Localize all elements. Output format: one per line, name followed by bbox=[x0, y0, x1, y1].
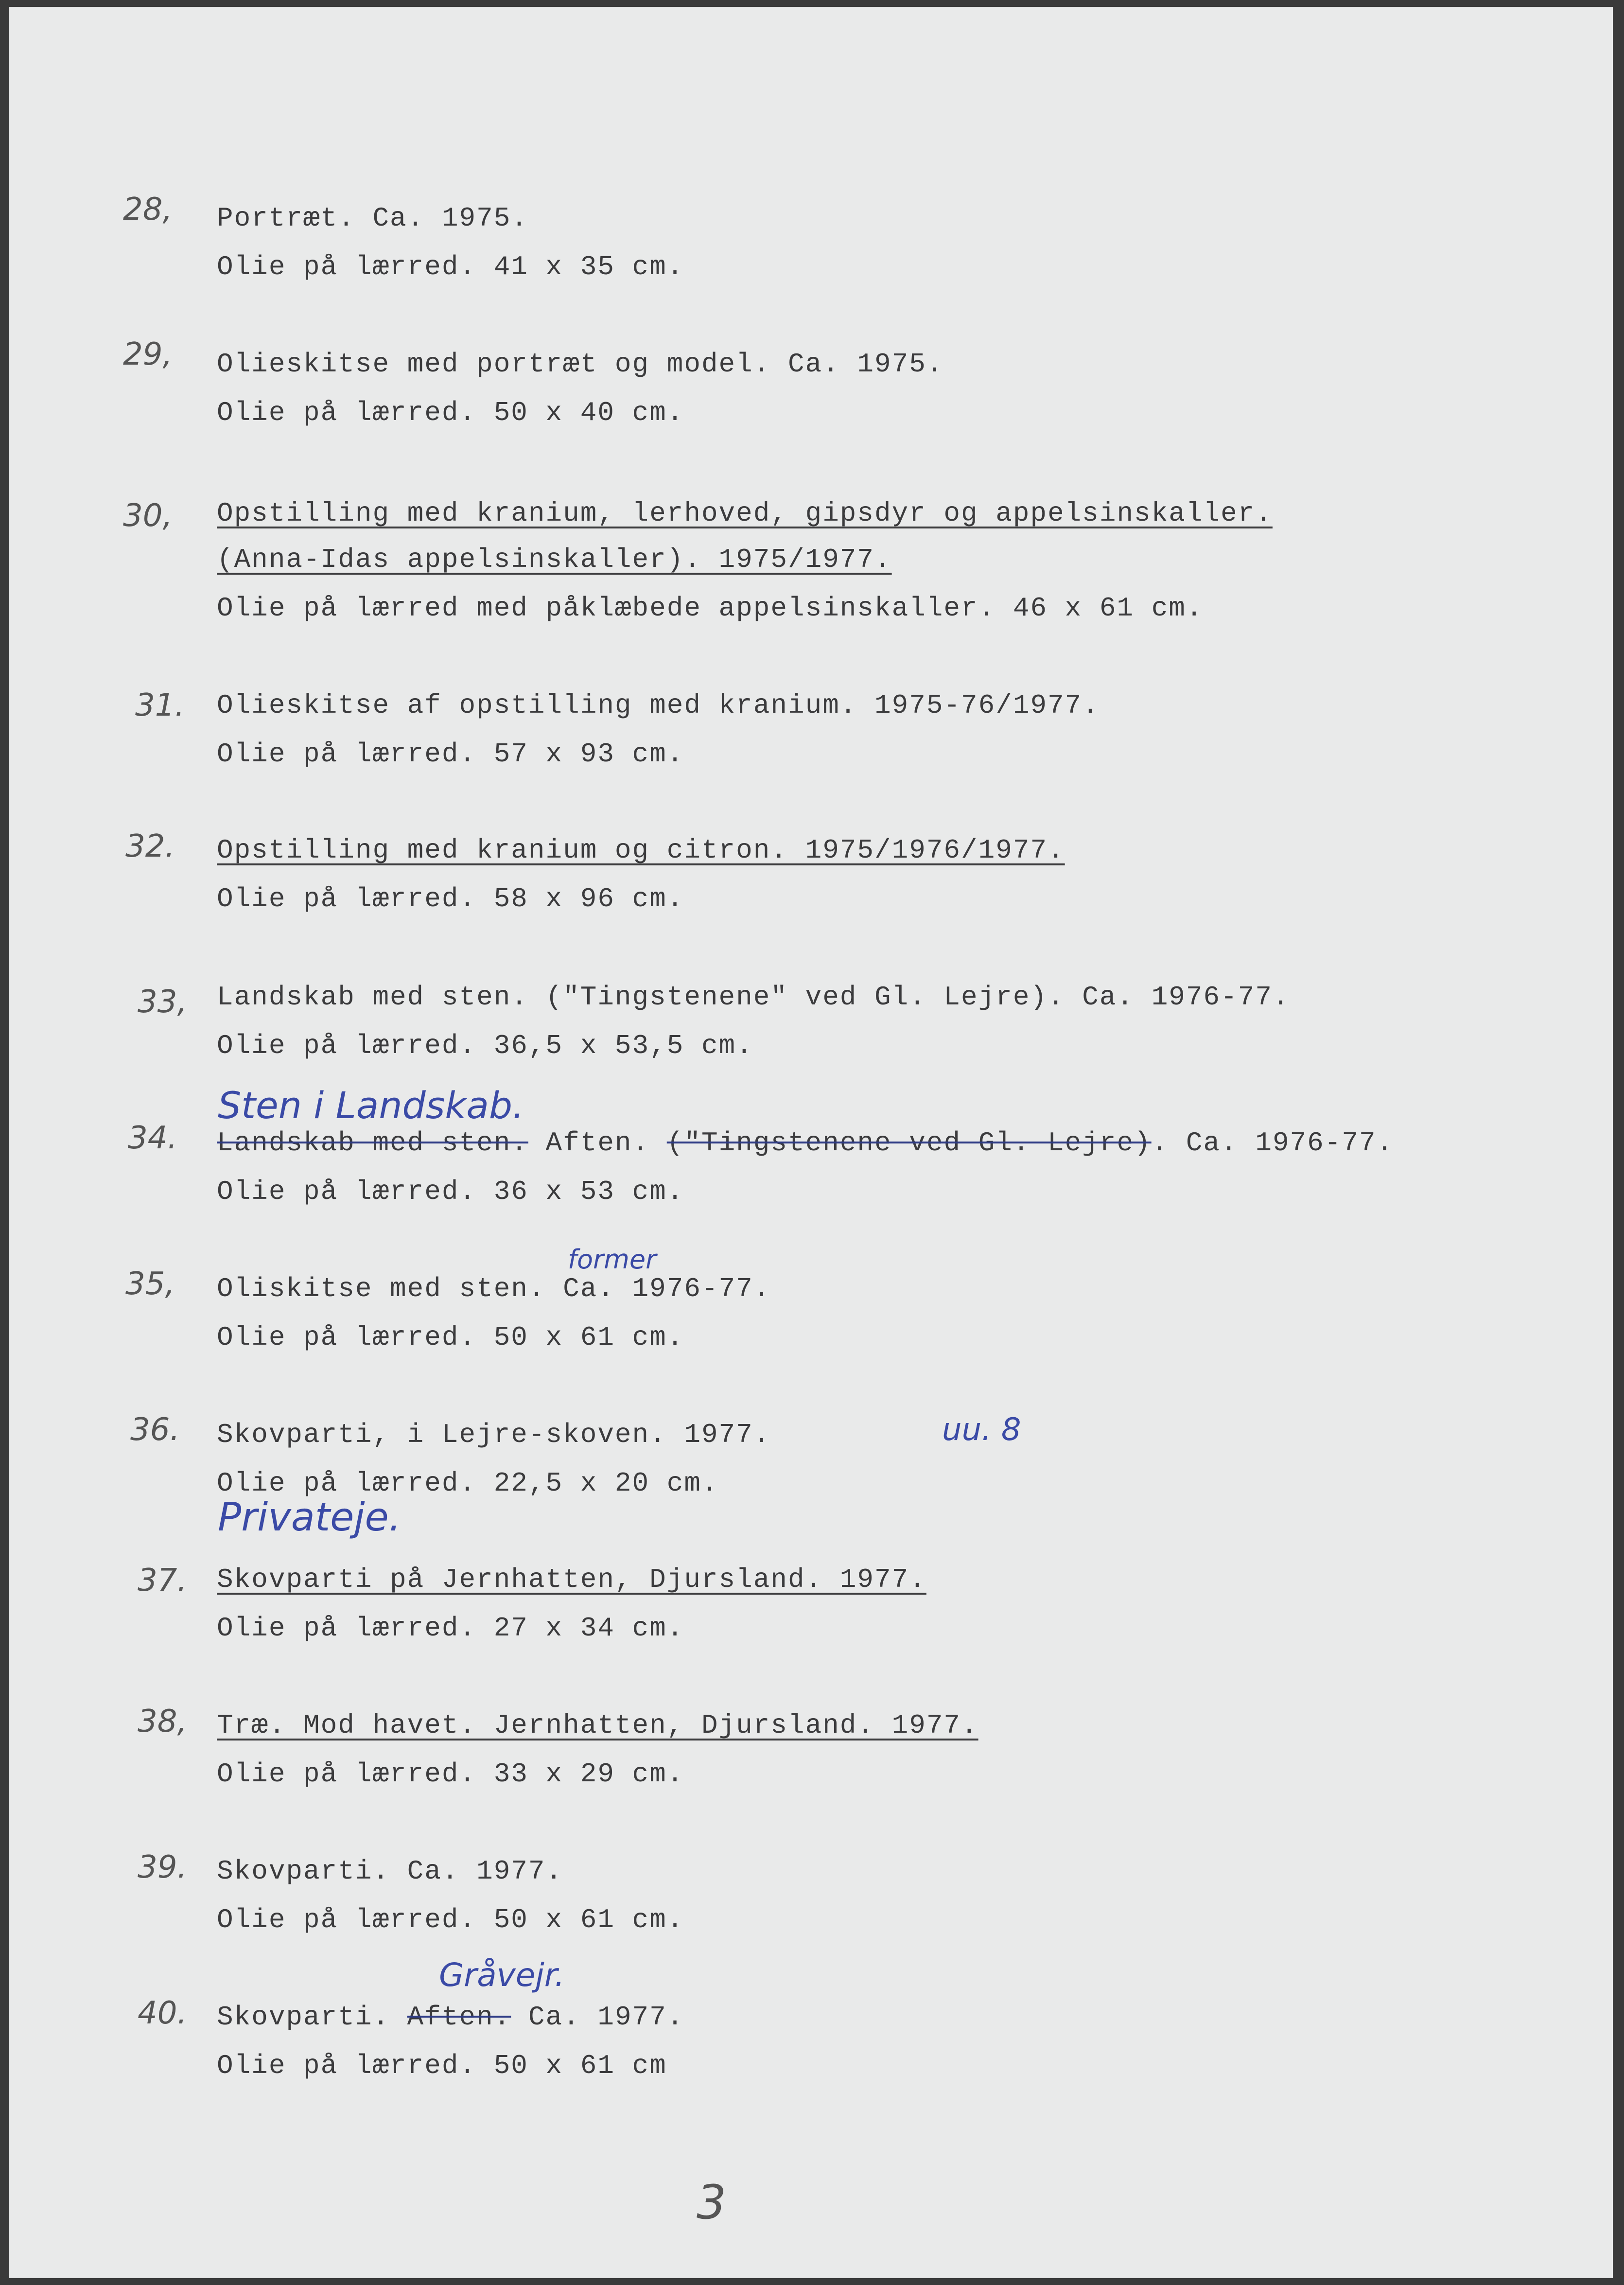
document-page bbox=[9, 7, 1613, 2278]
entry-medium: Olie på lærred. 36 x 53 cm. bbox=[217, 1176, 684, 1207]
entry-number: 38, bbox=[138, 1704, 187, 1740]
entry-medium: Olie på lærred. 57 x 93 cm. bbox=[217, 738, 684, 770]
title-text: . Ca. 1976-77. bbox=[1151, 1127, 1394, 1159]
entry-title bbox=[217, 2002, 684, 2033]
entry-medium: Olie på lærred. 50 x 61 cm. bbox=[217, 1322, 684, 1353]
entry-medium: Olie på lærred. 58 x 96 cm. bbox=[217, 883, 684, 914]
handwritten-annotation: Gråvejr. bbox=[439, 1956, 565, 1994]
entry-medium: Olie på lærred. 33 x 29 cm. bbox=[217, 1758, 684, 1790]
entry-medium: Olie på lærred med påklæbede appelsinskaller. 46 x 61 cm. bbox=[217, 593, 1204, 624]
entry-title: Portræt. Ca. 1975. bbox=[217, 203, 528, 234]
entry-number: 34. bbox=[128, 1120, 177, 1156]
entry-title: Opstilling med kranium, lerhoved, gipsdyr og appelsinskaller. bbox=[217, 498, 1273, 529]
title-text: Skovparti. bbox=[217, 2002, 407, 2033]
entry-title bbox=[217, 1127, 1394, 1159]
entry-number: 33, bbox=[138, 984, 187, 1020]
entry-title: Landskab med sten. ("Tingstenene" ved Gl. Lejre). Ca. 1976-77. bbox=[217, 982, 1290, 1013]
handwritten-annotation: Sten i Landskab. bbox=[218, 1084, 524, 1127]
handwritten-annotation: former bbox=[568, 1244, 657, 1275]
entry-medium: Olie på lærred. 50 x 61 cm. bbox=[217, 1904, 684, 1935]
page-number: 3 bbox=[697, 2175, 727, 2230]
entry-medium: Olie på lærred. 50 x 40 cm. bbox=[217, 397, 684, 428]
entry-title: Skovparti på Jernhatten, Djursland. 1977. bbox=[217, 1564, 926, 1595]
entry-title-line2: (Anna-Idas appelsinskaller). 1975/1977. bbox=[217, 544, 892, 575]
struck-text: Landskab med sten. bbox=[217, 1127, 528, 1159]
entry-title: Olieskitse af opstilling med kranium. 1975-76/1977. bbox=[217, 690, 1100, 721]
entry-title: Træ. Mod havet. Jernhatten, Djursland. 1977. bbox=[217, 1710, 978, 1741]
entry-number: 37. bbox=[138, 1563, 187, 1599]
entry-number: 35, bbox=[125, 1266, 175, 1302]
entry-number: 30, bbox=[123, 498, 173, 534]
entry-medium: Olie på lærred. 36,5 x 53,5 cm. bbox=[217, 1030, 753, 1061]
struck-text: ("Tingstenene ved Gl. Lejre) bbox=[666, 1127, 1152, 1159]
title-text: Ca. 1977. bbox=[511, 2002, 684, 2033]
entry-number: 32. bbox=[125, 828, 175, 864]
entry-number: 31. bbox=[135, 687, 185, 723]
entry-number: 28, bbox=[123, 192, 173, 228]
handwritten-annotation: uu. 8 bbox=[942, 1412, 1021, 1448]
entry-medium: Olie på lærred. 41 x 35 cm. bbox=[217, 251, 684, 282]
entry-number: 40. bbox=[138, 1995, 187, 2031]
entry-title: Olieskitse med portræt og model. Ca. 1975. bbox=[217, 349, 944, 380]
entry-medium: Olie på lærred. 27 x 34 cm. bbox=[217, 1613, 684, 1644]
entry-number: 29, bbox=[123, 336, 173, 372]
entry-medium: Olie på lærred. 50 x 61 cm bbox=[217, 2050, 667, 2081]
handwritten-annotation: Privateje. bbox=[218, 1494, 402, 1540]
entry-title: Skovparti. Ca. 1977. bbox=[217, 1856, 563, 1887]
entry-number: 36. bbox=[130, 1412, 180, 1448]
entry-title: Opstilling med kranium og citron. 1975/1976/1977. bbox=[217, 835, 1065, 866]
struck-text: Aften. bbox=[407, 2002, 511, 2033]
entry-title: Skovparti, i Lejre-skoven. 1977. bbox=[217, 1419, 771, 1450]
title-text: Aften. bbox=[528, 1127, 667, 1159]
entry-medium: Olie på lærred. 22,5 x 20 cm. bbox=[217, 1468, 719, 1499]
entry-number: 39. bbox=[138, 1849, 187, 1885]
entry-title: Oliskitse med sten. Ca. 1976-77. bbox=[217, 1273, 771, 1304]
